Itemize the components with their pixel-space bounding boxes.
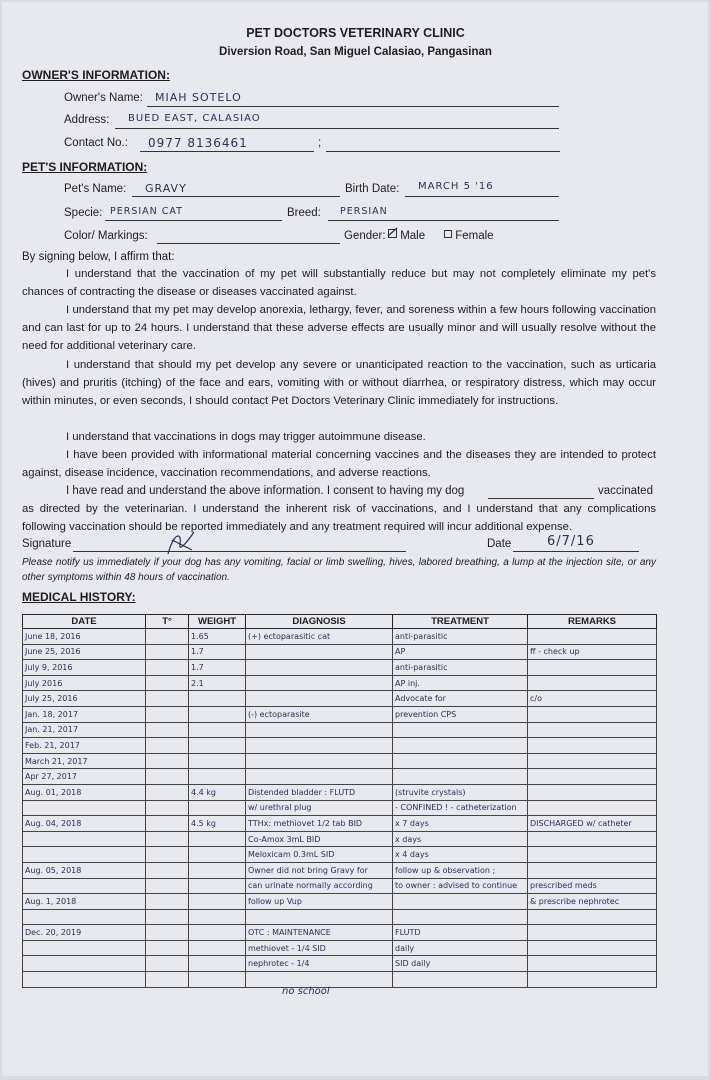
cell-temp bbox=[146, 925, 189, 941]
cell-date bbox=[23, 956, 146, 972]
cell-date bbox=[23, 847, 146, 863]
cell-treatment: x 7 days bbox=[393, 816, 528, 832]
cell-remarks bbox=[528, 738, 657, 754]
cell-date: Aug. 05, 2018 bbox=[23, 862, 146, 878]
gender-label: Gender: bbox=[344, 230, 386, 242]
cell-weight bbox=[189, 738, 246, 754]
cell-weight bbox=[189, 691, 246, 707]
breed-value: PERSIAN bbox=[340, 206, 388, 217]
cell-treatment: x 4 days bbox=[393, 847, 528, 863]
specie-label: Specie: bbox=[64, 207, 103, 219]
cell-date: June 25, 2016 bbox=[23, 644, 146, 660]
cell-weight bbox=[189, 940, 246, 956]
cell-diagnosis: can urinate normally according bbox=[246, 878, 393, 894]
cell-remarks bbox=[528, 862, 657, 878]
consent-paragraph-2: I understand that my pet may develop anorexia, lethargy, fever, and soreness within a few hours following vaccination and can last for up to 24 hours. I understand that these adverse effects are usually minor and will usually resolve without the need for additional veterinary care. bbox=[22, 304, 656, 352]
cell-diagnosis: Distended bladder : FLUTD bbox=[246, 784, 393, 800]
female-checkbox-icon bbox=[444, 230, 452, 238]
cell-date: June 18, 2016 bbox=[23, 629, 146, 645]
cell-temp bbox=[146, 753, 189, 769]
cell-treatment: - CONFINED ! - catheterization bbox=[393, 800, 528, 816]
cell-diagnosis: nephrotec - 1/4 bbox=[246, 956, 393, 972]
table-row bbox=[23, 831, 657, 847]
cell-remarks: ff - check up bbox=[528, 644, 657, 660]
cell-treatment: (struvite crystals) bbox=[393, 784, 528, 800]
cell-remarks bbox=[528, 925, 657, 941]
contact-line-1 bbox=[140, 151, 314, 152]
cell-treatment: anti-parasitic bbox=[393, 629, 528, 645]
cell-weight: 4.5 kg bbox=[189, 816, 246, 832]
cell-remarks bbox=[528, 660, 657, 676]
cell-temp bbox=[146, 956, 189, 972]
cell-temp bbox=[146, 940, 189, 956]
consent-paragraph-3: I understand that should my pet develop any severe or unanticipated reaction to the vaccination, such as urticaria (hives) and pruritis (itching) of the face and ears, vomiting with or without diarrhea, or respiratory distress, which may occur within minutes, or even seconds, I should contact Pet Doctors Veterinary Clinic immediately for instructions. bbox=[22, 359, 656, 407]
cell-weight bbox=[189, 800, 246, 816]
cell-remarks bbox=[528, 675, 657, 691]
cell-treatment bbox=[393, 972, 528, 988]
table-row bbox=[23, 722, 657, 738]
owner-name-line bbox=[147, 106, 559, 107]
clinic-address: Diversion Road, San Miguel Calasiao, Pangasinan bbox=[219, 46, 492, 58]
table-row bbox=[23, 862, 657, 878]
cell-temp bbox=[146, 894, 189, 910]
cell-weight bbox=[189, 862, 246, 878]
contact-label: Contact No.: bbox=[64, 137, 128, 149]
cell-remarks bbox=[528, 956, 657, 972]
cell-treatment: to owner : advised to continue bbox=[393, 878, 528, 894]
cell-diagnosis bbox=[246, 972, 393, 988]
cell-remarks: & prescribe nephrotec bbox=[528, 894, 657, 910]
cell-date bbox=[23, 972, 146, 988]
cell-weight: 1.7 bbox=[189, 660, 246, 676]
female-option[interactable] bbox=[444, 230, 494, 242]
cell-date: Aug. 1, 2018 bbox=[23, 894, 146, 910]
cell-weight bbox=[189, 831, 246, 847]
table-row bbox=[23, 691, 657, 707]
cell-remarks: c/o bbox=[528, 691, 657, 707]
cell-weight bbox=[189, 972, 246, 988]
date-value: 6/7/16 bbox=[547, 534, 595, 549]
table-row bbox=[23, 847, 657, 863]
cell-date bbox=[23, 831, 146, 847]
cell-treatment: AP inj. bbox=[393, 675, 528, 691]
table-row bbox=[23, 909, 657, 925]
date-label: Date bbox=[487, 538, 512, 550]
cell-diagnosis bbox=[246, 909, 393, 925]
cell-treatment bbox=[393, 894, 528, 910]
cell-date: Aug. 04, 2018 bbox=[23, 816, 146, 832]
cell-temp bbox=[146, 629, 189, 645]
cell-temp bbox=[146, 878, 189, 894]
cell-diagnosis bbox=[246, 738, 393, 754]
clinic-name: PET DOCTORS VETERINARY CLINIC bbox=[246, 26, 465, 40]
notice-text: Please notify us immediately if your dog has any vomiting, facial or limb swelling, hives, labored breathing, a lump at the injection site, or any other symptoms within 48 hours of vaccination. bbox=[22, 557, 656, 583]
cell-treatment: SID daily bbox=[393, 956, 528, 972]
cell-remarks bbox=[528, 909, 657, 925]
column-header: REMARKS bbox=[528, 615, 657, 629]
table-row bbox=[23, 675, 657, 691]
owner-section-title: OWNER'S INFORMATION: bbox=[22, 68, 170, 82]
column-header: T° bbox=[146, 615, 189, 629]
cell-diagnosis: follow up Vup bbox=[246, 894, 393, 910]
owner-name-value: MIAH SOTELO bbox=[155, 91, 242, 104]
cell-temp bbox=[146, 862, 189, 878]
pet-section-title: PET'S INFORMATION: bbox=[22, 160, 148, 174]
cell-temp bbox=[146, 847, 189, 863]
contact-value: 0977 8136461 bbox=[148, 136, 248, 150]
signature-scribble bbox=[160, 528, 200, 558]
table-row bbox=[23, 753, 657, 769]
cell-remarks bbox=[528, 706, 657, 722]
table-row bbox=[23, 925, 657, 941]
cell-remarks bbox=[528, 940, 657, 956]
cell-temp bbox=[146, 831, 189, 847]
cell-remarks bbox=[528, 722, 657, 738]
cell-diagnosis bbox=[246, 644, 393, 660]
cell-remarks bbox=[528, 753, 657, 769]
column-header: DATE bbox=[23, 615, 146, 629]
column-header: TREATMENT bbox=[393, 615, 528, 629]
medical-section-title: MEDICAL HISTORY: bbox=[22, 590, 136, 604]
consent-paragraph-6-end: vaccinated bbox=[598, 485, 653, 497]
cell-weight bbox=[189, 722, 246, 738]
cell-weight bbox=[189, 769, 246, 785]
male-checkbox-icon bbox=[388, 229, 397, 238]
cell-treatment: daily bbox=[393, 940, 528, 956]
table-row bbox=[23, 784, 657, 800]
male-option[interactable] bbox=[388, 230, 425, 242]
consent-paragraph-4: I understand that vaccinations in dogs may trigger autoimmune disease. bbox=[66, 431, 426, 443]
cell-temp bbox=[146, 660, 189, 676]
cell-temp bbox=[146, 675, 189, 691]
table-row bbox=[23, 972, 657, 988]
column-header: DIAGNOSIS bbox=[246, 615, 393, 629]
specie-value: PERSIAN CAT bbox=[110, 206, 183, 217]
cell-remarks bbox=[528, 831, 657, 847]
cell-date: July 9, 2016 bbox=[23, 660, 146, 676]
owner-name-label: Owner's Name: bbox=[64, 92, 143, 104]
cell-diagnosis bbox=[246, 722, 393, 738]
cell-treatment: FLUTD bbox=[393, 925, 528, 941]
birth-date-line bbox=[405, 196, 559, 197]
cell-treatment: Advocate for bbox=[393, 691, 528, 707]
cell-date: Dec. 20, 2019 bbox=[23, 925, 146, 941]
female-label: Female bbox=[455, 230, 494, 242]
breed-line bbox=[328, 220, 559, 221]
table-row bbox=[23, 706, 657, 722]
cell-date: Aug. 01, 2018 bbox=[23, 784, 146, 800]
cell-weight: 4.4 kg bbox=[189, 784, 246, 800]
cell-diagnosis: TTHx: methiovet 1/2 tab BID bbox=[246, 816, 393, 832]
consent-paragraph-6-start: I have read and understand the above information. I consent to having my dog bbox=[66, 485, 465, 497]
cell-temp bbox=[146, 816, 189, 832]
cell-weight bbox=[189, 706, 246, 722]
cell-treatment: x days bbox=[393, 831, 528, 847]
cell-temp bbox=[146, 972, 189, 988]
cell-weight bbox=[189, 878, 246, 894]
cell-weight bbox=[189, 753, 246, 769]
cell-weight bbox=[189, 894, 246, 910]
cell-remarks bbox=[528, 629, 657, 645]
cell-temp bbox=[146, 691, 189, 707]
cell-remarks bbox=[528, 769, 657, 785]
cell-date: Jan. 21, 2017 bbox=[23, 722, 146, 738]
cell-diagnosis: Meloxicam 0.3mL SID bbox=[246, 847, 393, 863]
cell-diagnosis: w/ urethral plug bbox=[246, 800, 393, 816]
cell-remarks: DISCHARGED w/ catheter bbox=[528, 816, 657, 832]
cell-weight bbox=[189, 956, 246, 972]
contact-separator: ; bbox=[318, 137, 322, 149]
color-label: Color/ Markings: bbox=[64, 230, 148, 242]
birth-date-label: Birth Date: bbox=[345, 183, 400, 195]
cell-date: Feb. 21, 2017 bbox=[23, 738, 146, 754]
cell-treatment bbox=[393, 738, 528, 754]
table-row bbox=[23, 816, 657, 832]
cell-weight: 1.7 bbox=[189, 644, 246, 660]
cell-diagnosis bbox=[246, 660, 393, 676]
male-label: Male bbox=[400, 230, 426, 242]
table-row bbox=[23, 629, 657, 645]
cell-date bbox=[23, 800, 146, 816]
cell-treatment bbox=[393, 909, 528, 925]
cell-temp bbox=[146, 644, 189, 660]
cell-treatment bbox=[393, 753, 528, 769]
table-row bbox=[23, 956, 657, 972]
cell-remarks: prescribed meds bbox=[528, 878, 657, 894]
table-row bbox=[23, 769, 657, 785]
cell-weight bbox=[189, 909, 246, 925]
cell-weight: 2.1 bbox=[189, 675, 246, 691]
cell-treatment: AP bbox=[393, 644, 528, 660]
column-header: WEIGHT bbox=[189, 615, 246, 629]
signature-line[interactable] bbox=[73, 551, 406, 552]
cell-temp bbox=[146, 909, 189, 925]
cell-diagnosis: (-) ectoparasite bbox=[246, 706, 393, 722]
cell-weight bbox=[189, 925, 246, 941]
color-line bbox=[157, 243, 340, 244]
cell-date: July 25, 2016 bbox=[23, 691, 146, 707]
cell-temp bbox=[146, 800, 189, 816]
consent-paragraph-7: as directed by the veterinarian. I understand the inherent risk of vaccinations, and I understand that any complications following vaccination should be reported immediately and any treatment required will incur additional expense. bbox=[22, 503, 656, 533]
table-row bbox=[23, 644, 657, 660]
cell-diagnosis: OTC : MAINTENANCE bbox=[246, 925, 393, 941]
cell-treatment: follow up & observation ; bbox=[393, 862, 528, 878]
cell-temp bbox=[146, 722, 189, 738]
cell-temp bbox=[146, 738, 189, 754]
specie-line bbox=[105, 220, 282, 221]
cell-date: Jan. 18, 2017 bbox=[23, 706, 146, 722]
cell-remarks bbox=[528, 784, 657, 800]
cell-treatment: prevention CPS bbox=[393, 706, 528, 722]
pet-name-label: Pet's Name: bbox=[64, 183, 127, 195]
footer-note: no school bbox=[282, 986, 330, 997]
cell-treatment: anti-parasitic bbox=[393, 660, 528, 676]
address-label: Address: bbox=[64, 114, 110, 126]
table-row bbox=[23, 940, 657, 956]
table-row bbox=[23, 738, 657, 754]
pet-name-line bbox=[132, 196, 340, 197]
contact-line-2 bbox=[326, 151, 560, 152]
cell-date: July 2016 bbox=[23, 675, 146, 691]
cell-weight bbox=[189, 847, 246, 863]
address-line bbox=[115, 128, 559, 129]
address-value: BUED EAST, CALASIAO bbox=[128, 113, 261, 124]
cell-treatment bbox=[393, 769, 528, 785]
cell-remarks bbox=[528, 972, 657, 988]
pet-name-value: GRAVY bbox=[145, 182, 187, 195]
dog-name-line bbox=[488, 498, 594, 499]
cell-diagnosis bbox=[246, 675, 393, 691]
date-line bbox=[513, 551, 639, 552]
cell-temp bbox=[146, 784, 189, 800]
cell-diagnosis: Co-Amox 3mL BID bbox=[246, 831, 393, 847]
cell-remarks bbox=[528, 847, 657, 863]
cell-temp bbox=[146, 706, 189, 722]
cell-temp bbox=[146, 769, 189, 785]
table-row bbox=[23, 894, 657, 910]
signature-label: Signature bbox=[22, 538, 72, 550]
cell-diagnosis: (+) ectoparasitic cat bbox=[246, 629, 393, 645]
table-row bbox=[23, 660, 657, 676]
medical-history-table bbox=[22, 614, 657, 988]
cell-weight: 1.65 bbox=[189, 629, 246, 645]
cell-diagnosis bbox=[246, 753, 393, 769]
cell-remarks bbox=[528, 800, 657, 816]
cell-date bbox=[23, 940, 146, 956]
cell-diagnosis bbox=[246, 769, 393, 785]
cell-date bbox=[23, 909, 146, 925]
birth-date-value: MARCH 5 '16 bbox=[418, 181, 494, 192]
cell-date bbox=[23, 878, 146, 894]
cell-treatment bbox=[393, 722, 528, 738]
table-row bbox=[23, 800, 657, 816]
consent-intro: By signing below, I affirm that: bbox=[22, 251, 175, 263]
cell-date: Apr 27, 2017 bbox=[23, 769, 146, 785]
cell-diagnosis bbox=[246, 691, 393, 707]
consent-paragraph-1: I understand that the vaccination of my pet will substantially reduce but may not completely eliminate my pet's chances of contracting the disease or diseases vaccinated against. bbox=[22, 268, 656, 298]
cell-date: March 21, 2017 bbox=[23, 753, 146, 769]
breed-label: Breed: bbox=[287, 207, 321, 219]
cell-diagnosis: Owner did not bring Gravy for bbox=[246, 862, 393, 878]
table-row bbox=[23, 878, 657, 894]
cell-diagnosis: methiovet - 1/4 SID bbox=[246, 940, 393, 956]
consent-paragraph-5: I have been provided with informational material concerning vaccines and the diseases they are intended to protect against, disease incidence, vaccination recommendations, and adverse reactions. bbox=[22, 449, 656, 479]
